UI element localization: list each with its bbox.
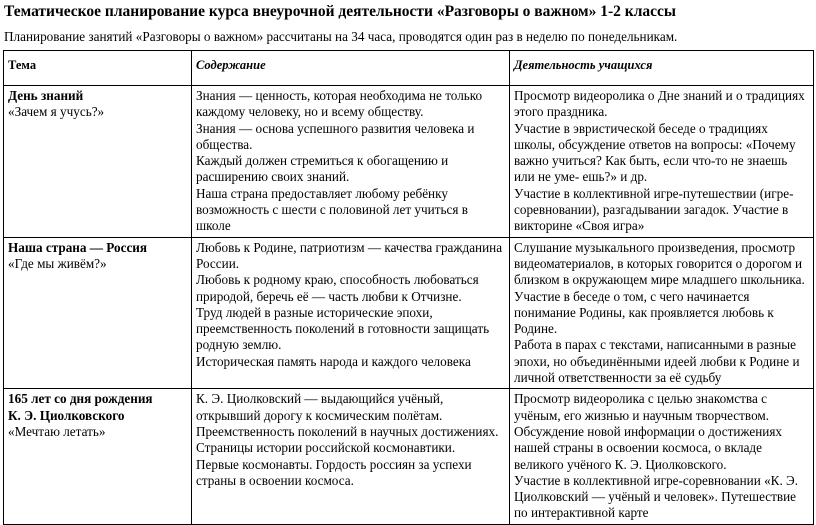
activity-paragraph: Участие в коллективной игре-путешествии (игре-соревновании), разгадывании загадок. Участие в викторине «Своя игра» [514, 185, 794, 234]
content-paragraph: Каждый должен стремиться к обогащению и расширению своих знаний. [196, 153, 449, 185]
topic-cell [4, 86, 192, 238]
table-row [4, 86, 814, 238]
activity-paragraph: Просмотр видеоролика с целью знакомства с учёным, его жизнью и научным творчеством. [514, 391, 770, 423]
topic-cell [4, 237, 192, 389]
content-paragraph: Наша страна предоставляет любому ребёнку возможность с шести с половиной лет учиться в школе [196, 185, 468, 234]
activity-paragraph: Обсуждение новой информации о достижениях нашей страны в освоении космоса, о вкладе великого учёного К. Э. Циолковского. [514, 423, 782, 472]
content-paragraph: Знания — основа успешного развития человека и общества. [196, 120, 475, 152]
page-subtitle: Планирование занятий «Разговоры о важном» рассчитаны на 34 часа, проводятся один раз в неделю по понедельникам. [4, 29, 678, 44]
header-content: Содержание [192, 51, 510, 86]
content-paragraph: Преемственность поколений в научных достижениях. [196, 423, 499, 439]
topic-question: «Где мы живём?» [8, 255, 107, 271]
content-paragraph: К. Э. Циолковский — выдающийся учёный, открывший дорогу к космическим полётам. [196, 391, 444, 423]
header-topic: Тема [4, 51, 192, 86]
topic-question: «Мечтаю летать» [8, 423, 106, 439]
content-paragraph: Любовь к родному краю, способность любоваться природой, беречь её — часть любви к Отчизне. [196, 272, 479, 304]
content-paragraph: Любовь к Родине, патриотизм — качества гражданина России. [196, 239, 503, 271]
topic-question: «Зачем я учусь?» [8, 104, 105, 120]
activity-paragraph: Работа в парах с текстами, написанными в разные эпохи, но объединёнными идеей любви к Родине и личной ответственности за её судьбу [514, 337, 800, 386]
activity-cell [510, 86, 814, 238]
content-cell [192, 86, 510, 238]
page-title: Тематическое планирование курса внеурочной деятельности «Разговоры о важном» 1-2 классы [4, 3, 676, 20]
activity-paragraph: Слушание музыкального произведения, просмотр видеоматериалов, в которых говорится о дорогом и близком в окружающем мире младшего школьника. [514, 239, 805, 288]
content-cell [192, 237, 510, 389]
topic-title: К. Э. Циолковского [8, 407, 125, 423]
planning-table [3, 50, 814, 525]
table-row [4, 237, 814, 389]
activity-paragraph: Участие в коллективной игре-соревновании «К. Э. Циолковский — учёный и человек». Путешествие по интерактивной карте [514, 472, 799, 521]
topic-title: День знаний [8, 88, 84, 103]
activity-paragraph: Участие в беседе о том, с чего начинается понимание Родины, как проявляется любовь к Родине. [514, 288, 774, 337]
activity-cell [510, 237, 814, 389]
content-paragraph: Первые космонавты. Гордость россиян за успехи страны в освоении космоса. [196, 456, 472, 488]
content-paragraph: Страницы истории российской космонавтики. [196, 440, 456, 456]
content-paragraph: Труд людей в разные исторические эпохи, преемственность поколений в готовности защищать родную землю. [196, 304, 490, 353]
content-paragraph: Знания — ценность, которая необходима не только каждому человеку, но и всему обществу. [196, 88, 483, 120]
header-activity: Деятельность учащихся [510, 51, 814, 86]
topic-title: Наша страна — Россия [8, 239, 148, 255]
content-paragraph: Историческая память народа и каждого человека [196, 353, 471, 369]
table-header-row [4, 51, 814, 86]
activity-paragraph: Просмотр видеоролика о Дне знаний и о традициях этого праздника. [514, 88, 805, 120]
topic-title: 165 лет со дня рождения [8, 391, 153, 407]
activity-paragraph: Участие в эвристической беседе о традициях школы, обсуждение ответов на вопросы: «Почему важно учиться? Как быть, если что-то не знаешь или не уме- ешь?» и др. [514, 120, 796, 185]
